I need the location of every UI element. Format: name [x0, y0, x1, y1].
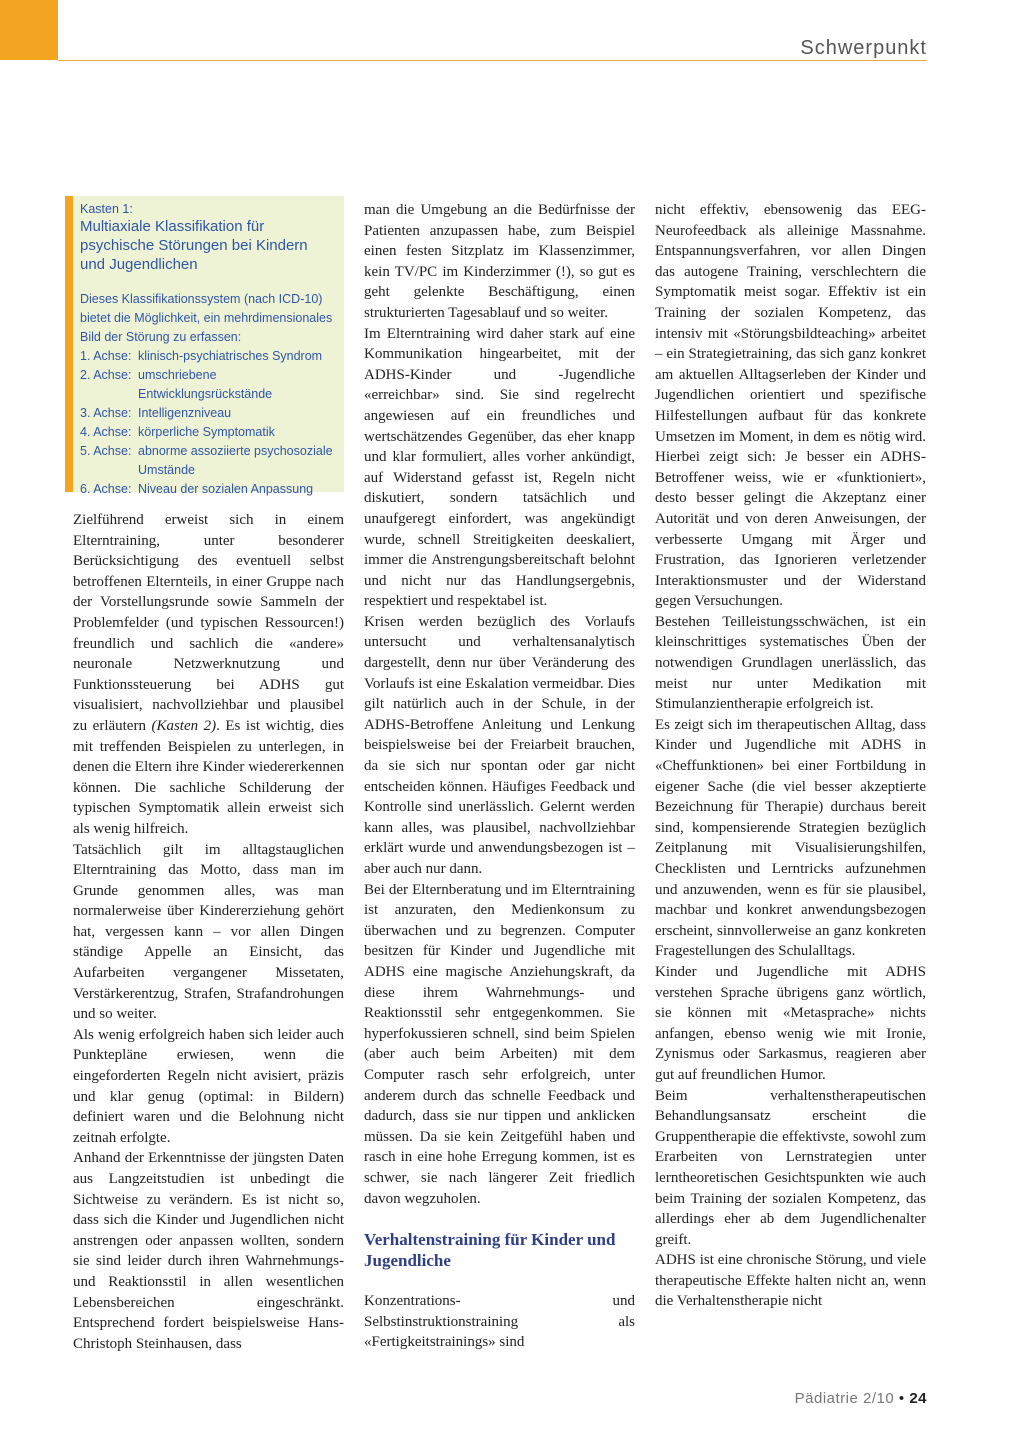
axis-item [80, 366, 334, 404]
body-paragraph: Bei der Elternberatung und im Elterntraining ist anzuraten, den Medienkonsum zu überwachen und zu begrenzen. Computer besitzen für Kinder und Jugendliche mit ADHS eine magische Anziehungskraft, da diese ihrem Wahrnehmungs- und Reaktionsstil sehr entgegenkommen. Sie hyperfokussieren schnell, sind beim Spielen (aber auch beim Arbeiten) mit dem Computer rasch sehr erfolgreich, unter anderem durch das schnelle Feedback und dadurch, dass sie nur tippen und anklicken müssen. Da sie kein Zeitgefühl haben und rasch in eine hohe Erregung kommen, ist es schwer, sie nach längerer Zeit friedlich davon wegzuholen. [364, 881, 635, 1207]
axis-item [80, 480, 334, 499]
axis-number: 1. Achse: [80, 349, 132, 363]
body-paragraph [73, 510, 344, 840]
axis-number: 5. Achse: [80, 444, 132, 458]
text-column-2 [364, 200, 635, 1353]
axis-number: 4. Achse: [80, 425, 132, 439]
box-reference: (Kasten 2) [151, 717, 217, 734]
info-box-kasten-1 [65, 196, 344, 496]
body-paragraph: Konzentrations- und Selbstinstruktionstraining als «Fertigkeitstrainings» sind [364, 1293, 635, 1351]
section-title: Schwerpunkt [800, 37, 927, 59]
page-number: 24 [909, 1390, 927, 1407]
axis-text: umschriebene Entwicklungsrückstände [138, 368, 273, 401]
axis-number: 6. Achse: [80, 482, 132, 496]
axis-item [80, 404, 334, 423]
axis-text: Niveau der sozialen Anpassung [138, 482, 314, 496]
journal-issue: Pädiatrie 2/10 [794, 1390, 895, 1407]
body-paragraph: Beim verhaltenstherapeutischen Behandlungsansatz erscheint die Gruppentherapie die effektivste, sowohl zum Erarbeiten von Lernstrategien unter lerntheoretischen Gesichtspunkten wie auch beim Training der sozialen Kompetenz, das allerdings eher ab dem Jugendlichenalter greift. [655, 1087, 926, 1248]
box-title: Multiaxiale Klassifikation für psychische Störungen bei Kindern und Jugendlichen [80, 218, 308, 273]
paragraph-text: . Es ist wichtig, dies mit treffenden Beispielen zu unterlegen, in denen die Eltern ihre Kinder wiedererkennen können. Die sachliche Schilderung der typischen Symptomatik allein erweist sich als wenig hilfreich. [73, 717, 344, 837]
separator-bullet: • [898, 1390, 905, 1407]
box-label: Kasten 1: [80, 202, 133, 216]
body-paragraph: ADHS ist eine chronische Störung, und viele therapeutische Effekte halten nicht an, wenn die Verhaltenstherapie nicht [655, 1252, 926, 1310]
axis-item [80, 423, 334, 442]
body-paragraph: Tatsächlich gilt im alltagstauglichen Elterntraining das Motto, dass man im Grunde genommen alles, was man normalerweise über Kindererziehung gehört hat, vergessen kann – vor allen Dingen ständige Appelle an Einsicht, das Aufarbeiten vergangener Missetaten, Verstärkerentzug, Strafen, Strafandrohungen und so weiter. [73, 841, 344, 1023]
axis-text: körperliche Symptomatik [138, 425, 275, 439]
body-paragraph: Es zeigt sich im therapeutischen Alltag, dass Kinder und Jugendliche mit ADHS in «Cheffunktionen» bei einer Fortbildung in eigener Sache (die viel besser akzeptierte Bezeichnung für Therapie) durchaus bereit sind, kompensierende Strategien bezüglich Zeitplanung mit Visualisierungshilfen, Checklisten und Lerntricks aufzunehmen und anzuwenden, wenn es für sie plausibel, machbar und konkret anwendungsbezogen erscheint, sinnvollerweise an ganz konkreten Fragestellungen des Schulalltags. [655, 716, 926, 960]
section-heading: Verhaltenstraining für Kinder und Jugendliche [364, 1230, 616, 1271]
body-paragraph: Als wenig erfolgreich haben sich leider auch Punktepläne erwiesen, wenn die eingeforderten Regeln nicht avisiert, präzis und klar genug (optimal: in Bildern) definiert waren und die Belohnung nicht zeitnah erfolgte. [73, 1026, 344, 1146]
axis-number: 2. Achse: [80, 368, 132, 382]
page-footer [795, 1390, 927, 1407]
body-paragraph: nicht effektiv, ebensowenig das EEG-Neurofeedback als alleinige Massnahme. Entspannungsverfahren, vor allen Dingen das autogene Training, verschlechtern die Symptomatik meist sogar. Effektiv ist ein Training der sozialen Kompetenz, das intensiv mit «Störungsbildteaching» arbeitet – ein Strategietraining, das sich ganz konkret am aktuellen Alltagserleben der Kinder und Jugendlichen orientiert und spezifische Hilfestellungen aufbaut für das konkrete Umsetzen im Moment, in dem es nötig wird. Hierbei zeigt sich: Je besser ein ADHS-Betroffener weiss, wie er «funktioniert», desto besser gelingt die Akzeptanz einer Autorität und von deren Anweisungen, der verbesserte Umgang mit Ärger und Frustration, das Ignorieren verletzender Interaktionsmuster und der Widerstand gegen Versuchungen. [655, 202, 926, 610]
body-paragraph: Anhand der Erkenntnisse der jüngsten Daten aus Langzeitstudien ist unbedingt die Sichtweise zu verändern. Es ist nicht so, dass sich die Kinder und Jugendlichen nicht anstrengen oder anpassen wollten, sondern sie sind leider durch ihren Wahrnehmungs- und Reaktionsstil in allen wesentlichen Lebensbereichen eingeschränkt. Entsprechend fordert beispielsweise Hans-Christoph Steinhausen, dass [73, 1150, 344, 1352]
axis-text: klinisch-psychiatrisches Syndrom [138, 349, 323, 363]
section-color-tab [0, 0, 58, 60]
body-paragraph: Kinder und Jugendliche mit ADHS verstehen Sprache übrigens ganz wörtlich, sie können mit «Metasprache» nichts anfangen, ebenso wenig wie mit Ironie, Zynismus oder Sarkasmus, reagieren aber gut auf freundlichen Humor. [655, 963, 926, 1083]
text-column-1 [73, 510, 344, 1354]
axis-text: abnorme assoziierte psychosoziale Umstände [138, 444, 333, 477]
body-paragraph: Im Elterntraining wird daher stark auf eine Kommunikation hingearbeitet, mit der ADHS-Kinder und -Jugendliche «erreichbar» sind. Sie sind regelrecht angewiesen auf ein freundliches und wertschätzendes Gegenüber, das eher knapp und klar formuliert, alles vorher ankündigt, auf Widerstand gefasst ist, Regeln nicht diskutiert, sondern tatsächlich und unaufgeregt einfordert, was angekündigt wurde, schnell Streitigkeiten deeskaliert, immer die Anstrengungsbereitschaft belohnt und nicht nur das Handlungsergebnis, respektiert und respektabel ist. [364, 325, 635, 610]
axis-text: Intelligenzniveau [138, 406, 232, 420]
header-rule [58, 60, 927, 61]
paragraph-text: Zielführend erweist sich in einem Elterntraining, unter besonderer Berücksichtigung des eventuell selbst betroffenen Elternteils, in einer Gruppe nach der Vorstellungsrunde sowie Sammeln der Problemfelder (und typischen Ressourcen!) freundlich und sachlich die «andere» neuronale Netzwerknutzung und Funktionssteuerung bei ADHS gut visualisiert, nachvollziehbar und plausibel zu erläutern [73, 512, 344, 734]
box-description: Dieses Klassifikationssystem (nach ICD-10) bietet die Möglichkeit, ein mehrdimensionales Bild der Störung zu erfassen: [80, 292, 333, 344]
axis-item [80, 442, 334, 480]
body-paragraph: Bestehen Teilleistungsschwächen, ist ein kleinschrittiges systematisches Üben der notwendigen Grundlagen unerlässlich, das meist nur unter Medikation mit Stimulanzientherapie erfolgreich ist. [655, 613, 926, 713]
body-paragraph: man die Umgebung an die Bedürfnisse der Patienten anzupassen habe, zum Beispiel einen festen Sitzplatz im Klassenzimmer, kein TV/PC im Kinderzimmer (!), so gut es geht gelenkte Beschäftigung, einen strukturierten Tagesablauf und so weiter. [364, 202, 635, 321]
axis-item [80, 347, 334, 366]
text-column-3 [655, 200, 926, 1312]
body-paragraph: Krisen werden bezüglich des Vorlaufs untersucht und verhaltensanalytisch dargestellt, denn nur über Veränderung des Vorlaufs ist eine Eskalation vermeidbar. Dies gilt natürlich auch in der Schule, in der ADHS-Betroffene Anleitung und Lenkung beispielsweise bei der Freiarbeit brauchen, da sie sich nur spontan oder gar nicht entscheiden können. Häufiges Feedback und Kontrolle sind unerlässlich. Gelernt werden kann alles, was plausibel, nachvollziehbar erklärt wurde und anwendungsbezogen ist – aber auch nur dann. [364, 613, 635, 877]
axis-number: 3. Achse: [80, 406, 132, 420]
